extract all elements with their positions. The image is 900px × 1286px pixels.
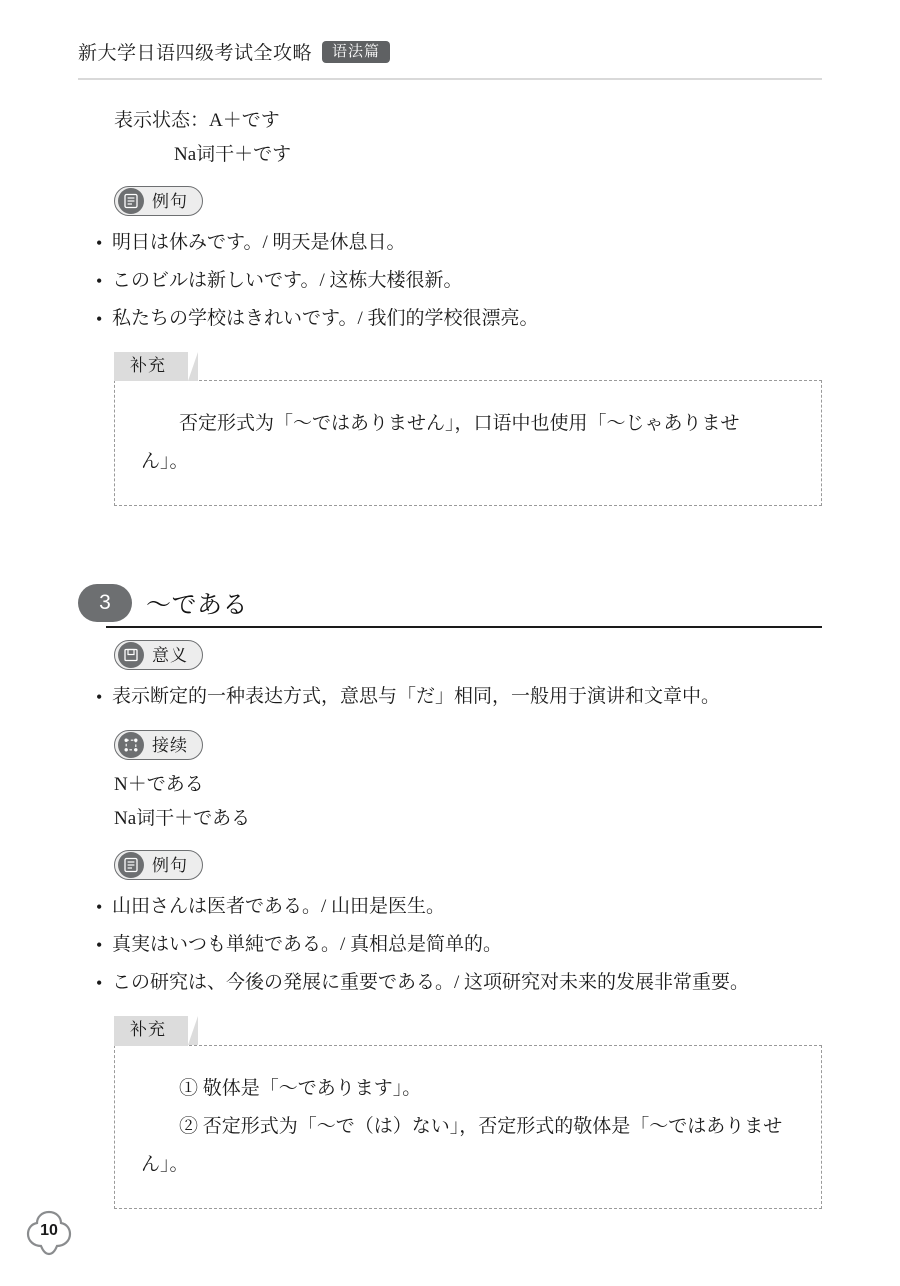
section-heading [78, 580, 822, 626]
connection-label-text: 接续 [152, 735, 188, 755]
document-lines-icon [118, 188, 144, 214]
supplement-tab-label: 补充 [114, 1016, 188, 1045]
form-line-2: Na词干＋です [174, 144, 292, 165]
connection-line: Na词干＋である [114, 808, 251, 830]
nodes-icon [118, 732, 144, 758]
section-number: 3 [78, 584, 132, 622]
supplement-box [114, 380, 822, 506]
connection-line: N＋である [114, 774, 204, 796]
examples-label-pill [114, 186, 203, 216]
examples-label-text: 例句 [152, 191, 188, 211]
book-icon [118, 642, 144, 668]
meaning-label-pill [114, 640, 203, 670]
page-content [78, 104, 822, 1209]
meaning-label-text: 意义 [152, 645, 188, 665]
list-item: • このビルは新しいです。/ 这栋大楼很新。 [78, 262, 822, 300]
page-header [78, 38, 822, 65]
connection-label-pill [114, 730, 203, 760]
supplement-line: ① 敬体是「～であります」。 [179, 1077, 422, 1099]
list-item: • 表示断定的一种表达方式，意思与「だ」相同，一般用于演讲和文章中。 [78, 678, 822, 716]
supplement-block [114, 1016, 822, 1208]
supplement-block [114, 352, 822, 506]
examples-label-pill [114, 850, 203, 880]
section-title: ～である [146, 592, 249, 620]
supplement-line: ② 否定形式为「～で（は）ない」，否定形式的敬体是「～ではありません」。 [141, 1115, 783, 1175]
list-item: • 真実はいつも単純である。/ 真相总是简单的。 [78, 926, 822, 964]
page-title: 新大学日语四级考试全攻略 [78, 43, 313, 64]
page-footer [22, 1204, 76, 1258]
supplement-line: 否定形式为「～ではありません」，口语中也使用「～じゃありませ [179, 413, 740, 435]
list-item: • 明日は休みです。/ 明天是休息日。 [78, 224, 822, 262]
list-item: • 山田さんは医者である。/ 山田是医生。 [78, 888, 822, 926]
header-badge: 语法篇 [322, 41, 390, 63]
examples-label-text: 例句 [152, 855, 188, 875]
list-item: • この研究は、今後の発展に重要である。/ 这项研究对未来的发展非常重要。 [78, 964, 822, 1002]
form-line-1: 表示状态：A＋です [114, 110, 280, 131]
supplement-line: ん」。 [141, 451, 189, 473]
supplement-box [114, 1045, 822, 1209]
header-divider [78, 78, 822, 80]
list-item: • 私たちの学校はきれいです。/ 我们的学校很漂亮。 [78, 300, 822, 338]
page-number: 10 [40, 1222, 58, 1239]
supplement-tab-label: 补充 [114, 352, 188, 381]
section-underline [106, 626, 822, 628]
document-lines-icon [118, 852, 144, 878]
